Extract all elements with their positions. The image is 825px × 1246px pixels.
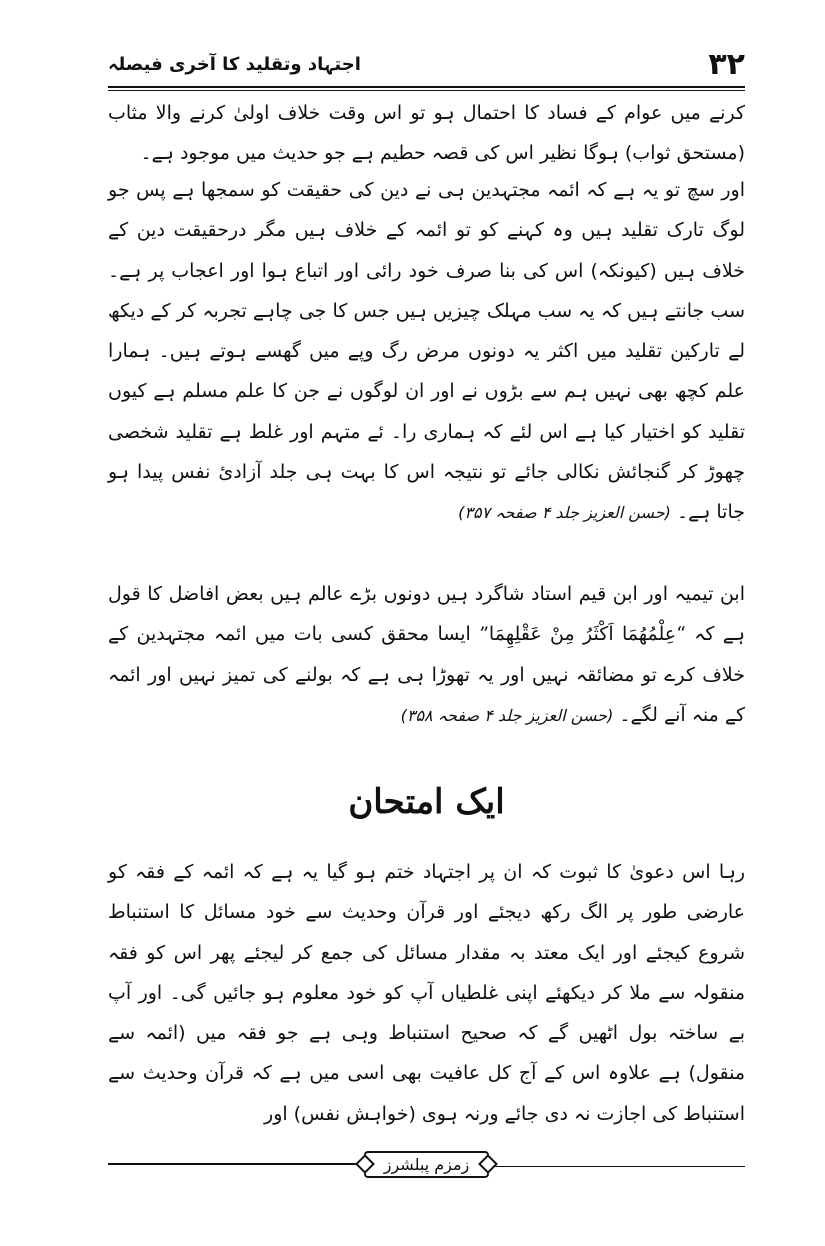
paragraph-2-text: اور سچ تو یہ ہے کہ ائمہ مجتہدین ہی نے دین کی حقیقت کو سمجھا ہے پس جو لوگ تارک تقلید ہیں وہ کہنے کو تو ائمہ کے خلاف ہیں مگر درحقیقت دین کے خلاف ہیں (کیونکہ) اس کی بنا صرف خود رائی اور اتباع ہوا اور اعجاب پر ہے۔ سب جانتے ہیں کہ یہ سب مہلک چیزیں ہیں جس کا جی چاہے تجربہ کر کے دیکھ لے تارکین تقلید میں اکثر یہ دونوں مرض رگ وپے میں گھسے ہوتے ہیں۔ ہمارا علم کچھ بھی نہیں ہم سے بڑوں نے اور ان لوگوں نے جن کا علم مسلم ہے کیوں تقلید کو اختیار کیا ہے اس لئے کہ ہماری را۔ ئے متہم اور غلط ہے تقلید شخصی چھوڑ کر گنجائش نکالی جائے تو نتیجہ اس کا بہت ہی جلد آزادئ نفس پیدا ہو جاتا ہے۔ [108,179,745,524]
page-header [108,44,745,84]
citation-358: (حسن العزیز جلد ۴ صفحہ ۳۵۸) [400,705,614,725]
paragraph-4-text: رہا اس دعویٰ کا ثبوت کہ ان پر اجتہاد ختم ہو گیا یہ ہے کہ ائمہ کے فقہ کو عارضی طور پر الگ رکھ دیجئے اور قرآن وحدیث سے خود مسائل کا استنباط شروع کیجئے اور ایک معتد بہ مقدار مسائل کی جمع کر لیجئے پھر اس کو فقہ منقولہ سے ملا کر دیکھئے اپنی غلطیاں آپ کو خود معلوم ہو جائیں گی۔ اور آپ بے ساختہ بول اٹھیں گے کہ صحیح استنباط وہی ہے جو فقہ میں (ائمہ سے منقول) ہے علاوہ اس کے آج کل عافیت بھی اسی میں ہے کہ قرآن وحدیث سے استنباط کی اجازت نہ دی جائے ورنہ ہوی (خواہش نفس) اور [108,861,745,1125]
footer-rule-left [108,1163,358,1165]
running-title: اجتہاد وتقلید کا آخری فیصلہ [108,53,361,75]
paragraph-continuation [108,93,745,174]
paragraph-3 [108,574,745,736]
section-title: ایک امتحان [348,782,505,822]
arabic-quote: “عِلْمُهُمَا اَكْثَرُ مِنْ عَقْلِهِمَا” [479,623,686,646]
paragraph-3-text-b: ایسا محقق کسی بات میں ائمہ مجتہدین کے خلاف کرے تو مضائقہ نہیں اور یہ تھوڑا ہی ہے کہ بولنے کی تمیز نہیں اور ائمہ کے منہ آنے لگے۔ [108,623,745,726]
page-number: ۳۲ [708,46,745,82]
paragraph-test [108,852,745,1134]
header-rule [108,86,745,91]
citation-357: (حسن العزیز جلد ۴ صفحہ ۳۵۷) [458,503,671,523]
paragraph-ibn-taymiyyah [108,574,745,736]
paragraph-1-text: کرنے میں عوام کے فساد کا احتمال ہو تو اس وقت خلاف اولیٰ کرنے والا مثاب (مستحق ثواب) ہوگا نظیر اس کی قصہ حطیم ہے جو حدیث میں موجود ہے۔ [108,102,745,165]
page-footer [108,1146,745,1182]
paragraph-ijtihad [108,170,745,534]
footer-rule-right [495,1166,745,1167]
paragraph-3-text-a: ابن تیمیہ اور ابن قیم استاد شاگرد ہیں دونوں بڑے عالم ہیں بعض افاضل کا قول ہے کہ [108,583,746,646]
publisher-badge: زمزم پبلشرز [364,1151,490,1178]
paragraph-2 [108,170,745,534]
